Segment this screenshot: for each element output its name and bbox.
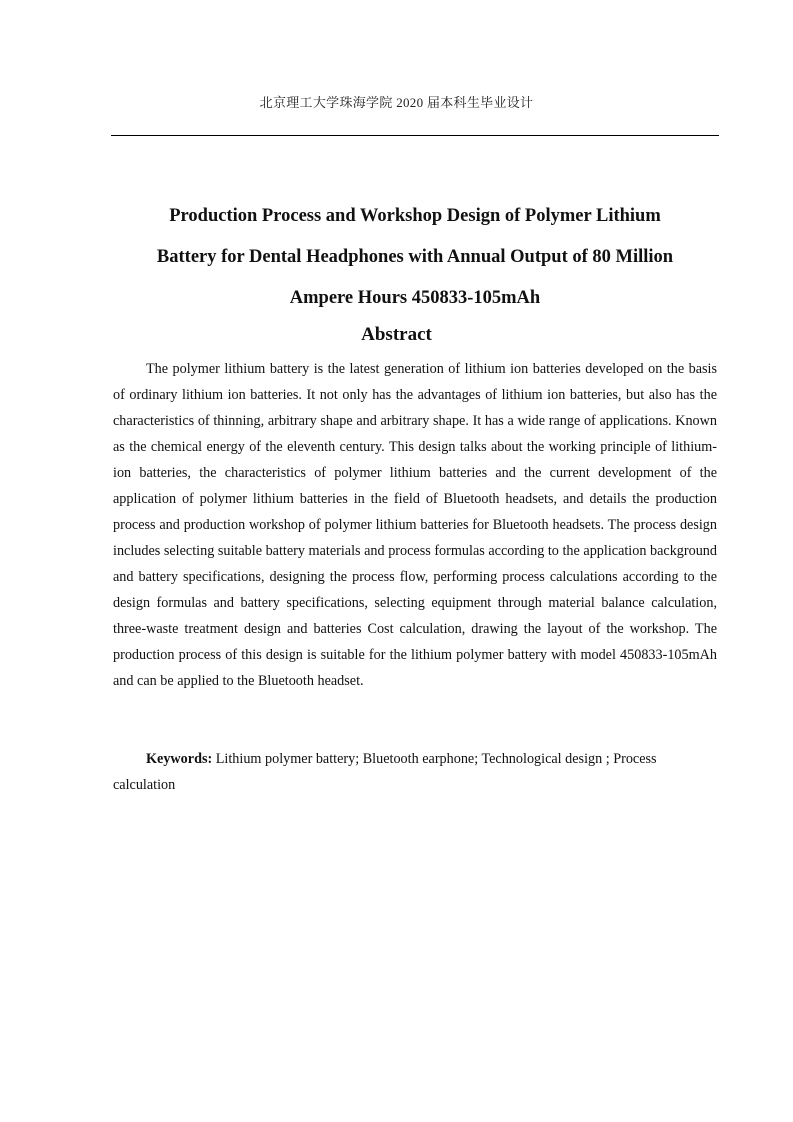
- title-line-1: Production Process and Workshop Design of Polymer Lithium: [169, 206, 661, 226]
- running-header: 北京理工大学珠海学院 2020 届本科生毕业设计: [259, 95, 534, 110]
- title-line-3: Ampere Hours 450833-105mAh: [289, 288, 541, 308]
- thesis-title: [100, 196, 730, 319]
- keywords-paragraph: [113, 746, 717, 798]
- keywords-label: Keywords:: [146, 751, 213, 767]
- abstract-body: The polymer lithium battery is the latest generation of lithium ion batteries developed on the basis of ordinary lithium ion batteries. It not only has the advantages of lithium ion batteries, but also has the characteristics of thinning, arbitrary shape and arbitrary shape. It has a wide range of applications. Known as the chemical energy of the eleventh century. This design talks about the working principle of lithium-ion batteries, the characteristics of polymer lithium batteries and the current development of the application of polymer lithium batteries in the field of Bluetooth headsets, and details the production process and production workshop of polymer lithium batteries for Bluetooth headsets. The process design includes selecting suitable battery materials and process formulas according to the application background and battery specifications, designing the process flow, performing process calculations according to the design formulas and battery specifications, selecting equipment through material balance calculation, three-waste treatment design and batteries Cost calculation, drawing the layout of the workshop. The production process of this design is suitable for the lithium polymer battery with model 450833-105mAh and can be applied to the Bluetooth headset.: [113, 361, 717, 689]
- header-divider: [111, 135, 719, 136]
- title-line-2: Battery for Dental Headphones with Annual Output of 80 Million: [156, 247, 674, 267]
- abstract-heading: Abstract: [361, 324, 432, 345]
- keywords-text: Lithium polymer battery; Bluetooth earphone; Technological design ; Process calculation: [113, 751, 657, 793]
